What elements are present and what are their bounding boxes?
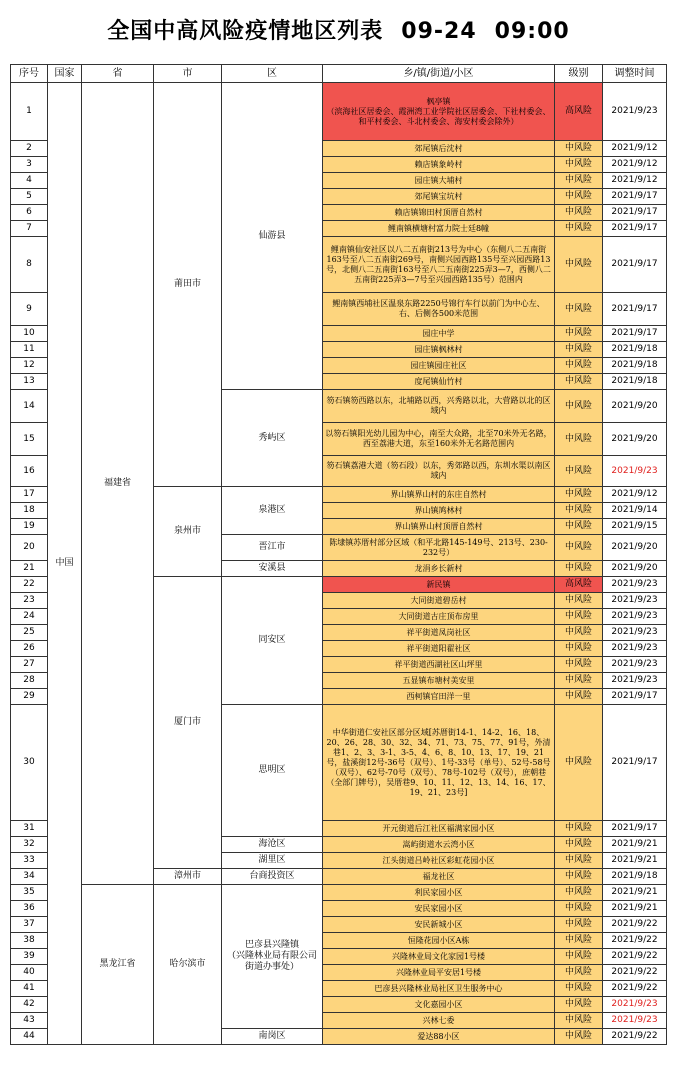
level-badge: 中风险 [555,342,603,358]
seq-cell: 7 [11,221,48,237]
seq-cell: 35 [11,885,48,901]
area-cell: 界山镇界山村顶厝自然村 [323,519,555,535]
area-cell: 鲤南镇横塘村富力院士廷8幢 [323,221,555,237]
seq-cell: 32 [11,837,48,853]
level-badge: 中风险 [555,625,603,641]
level-badge: 中风险 [555,1013,603,1029]
area-cell: 枫亭镇 （滨海社区居委会、霞洲湾工业学院社区居委会、下社村委会、和平村委会、斗北村委会、海安村委会除外） [323,83,555,141]
time-cell: 2021/9/12 [603,157,667,173]
area-cell: 界山镇鸠林村 [323,503,555,519]
title-date: 09-24 [401,19,477,44]
area-cell: 鲤南镇西埔社区温泉东路2250号锦行车行以前门为中心左、右、后侧各500米范围 [323,293,555,326]
area-cell: 祥平街道西湖社区山坪里 [323,657,555,673]
area-cell: 五显镇布塘村美安里 [323,673,555,689]
level-badge: 中风险 [555,561,603,577]
area-cell: 赖店镇象岭村 [323,157,555,173]
district-cell: 泉港区 [222,487,323,535]
district-cell: 安溪县 [222,561,323,577]
time-cell: 2021/9/21 [603,901,667,917]
area-cell: 西柯镇官田洋一里 [323,689,555,705]
level-badge: 中风险 [555,689,603,705]
seq-cell: 17 [11,487,48,503]
seq-cell: 12 [11,358,48,374]
district-cell: 南岗区 [222,1029,323,1045]
level-badge: 中风险 [555,173,603,189]
level-badge: 中风险 [555,157,603,173]
level-badge: 中风险 [555,221,603,237]
area-cell: 大同街道古庄顶布房里 [323,609,555,625]
seq-cell: 23 [11,593,48,609]
seq-cell: 2 [11,141,48,157]
time-cell: 2021/9/15 [603,519,667,535]
time-cell: 2021/9/23 [603,456,667,487]
time-cell: 2021/9/17 [603,326,667,342]
area-cell: 嵩屿街道水云湾小区 [323,837,555,853]
seq-cell: 24 [11,609,48,625]
province-cell: 黑龙江省 [82,885,154,1045]
seq-cell: 42 [11,997,48,1013]
district-cell: 湖里区 [222,853,323,869]
page-title [0,14,677,45]
time-cell: 2021/9/23 [603,609,667,625]
seq-cell: 18 [11,503,48,519]
time-cell: 2021/9/20 [603,390,667,423]
level-badge: 中风险 [555,503,603,519]
time-cell: 2021/9/12 [603,487,667,503]
time-cell: 2021/9/14 [603,503,667,519]
area-cell: 笏石镇笏西路以东，北埔路以西，兴秀路以北，大营路以北的区域内 [323,390,555,423]
time-cell: 2021/9/23 [603,1013,667,1029]
time-cell: 2021/9/17 [603,705,667,821]
seq-cell: 9 [11,293,48,326]
seq-cell: 21 [11,561,48,577]
level-badge: 中风险 [555,981,603,997]
time-cell: 2021/9/23 [603,593,667,609]
seq-cell: 41 [11,981,48,997]
level-badge: 中风险 [555,869,603,885]
header-district: 区 [222,65,323,83]
time-cell: 2021/9/23 [603,997,667,1013]
level-badge: 中风险 [555,609,603,625]
area-cell: 福龙社区 [323,869,555,885]
seq-cell: 37 [11,917,48,933]
area-cell: 以笏石镇阳光幼儿园为中心，南至大众路，北至70米外无名路，西至荔港大道，东至160米外无名路范围内 [323,423,555,456]
time-cell: 2021/9/20 [603,535,667,561]
time-cell: 2021/9/17 [603,189,667,205]
seq-cell: 31 [11,821,48,837]
district-cell: 仙游县 [222,83,323,390]
area-cell: 笏石镇荔港大道（笏石段）以东，秀郊路以西，东圳水渠以南区域内 [323,456,555,487]
level-badge: 中风险 [555,519,603,535]
level-badge: 中风险 [555,965,603,981]
city-cell: 厦门市 [154,577,222,869]
area-cell: 兴隆林业局平安居1号楼 [323,965,555,981]
country-cell: 中国 [48,83,82,1045]
level-badge: 中风险 [555,821,603,837]
area-cell: 爱达88小区 [323,1029,555,1045]
seq-cell: 4 [11,173,48,189]
seq-cell: 36 [11,901,48,917]
level-badge: 中风险 [555,390,603,423]
level-badge: 中风险 [555,641,603,657]
seq-cell: 28 [11,673,48,689]
area-cell: 郊尾镇宝坑村 [323,189,555,205]
area-cell: 园庄镇枫林村 [323,342,555,358]
province-cell: 福建省 [82,83,154,885]
time-cell: 2021/9/22 [603,949,667,965]
seq-cell: 30 [11,705,48,821]
seq-cell: 22 [11,577,48,593]
time-cell: 2021/9/23 [603,625,667,641]
level-badge: 中风险 [555,189,603,205]
area-cell: 利民家园小区 [323,885,555,901]
district-cell: 巴彦县兴隆镇 （兴隆林业局有限公司街道办事处） [222,885,323,1029]
district-cell: 晋江市 [222,535,323,561]
seq-cell: 14 [11,390,48,423]
time-cell: 2021/9/23 [603,641,667,657]
time-cell: 2021/9/17 [603,821,667,837]
level-badge: 中风险 [555,885,603,901]
level-badge: 中风险 [555,853,603,869]
seq-cell: 34 [11,869,48,885]
header-row [11,65,667,83]
area-cell: 郊尾镇后沈村 [323,141,555,157]
level-badge: 中风险 [555,705,603,821]
area-cell: 界山镇界山村的东庄自然村 [323,487,555,503]
risk-area-table [10,64,667,1045]
level-badge: 中风险 [555,535,603,561]
seq-cell: 10 [11,326,48,342]
time-cell: 2021/9/20 [603,423,667,456]
district-cell: 秀屿区 [222,390,323,487]
time-cell: 2021/9/12 [603,141,667,157]
title-main: 全国中高风险疫情地区列表 [107,19,384,44]
seq-cell: 15 [11,423,48,456]
time-cell: 2021/9/17 [603,205,667,221]
time-cell: 2021/9/21 [603,853,667,869]
time-cell: 2021/9/21 [603,837,667,853]
area-cell: 江头街道吕岭社区彩虹花园小区 [323,853,555,869]
level-badge: 中风险 [555,326,603,342]
district-cell: 同安区 [222,577,323,705]
seq-cell: 6 [11,205,48,221]
seq-cell: 11 [11,342,48,358]
area-cell: 开元街道后江社区福满家园小区 [323,821,555,837]
time-cell: 2021/9/22 [603,933,667,949]
time-cell: 2021/9/17 [603,293,667,326]
time-cell: 2021/9/21 [603,885,667,901]
level-badge: 中风险 [555,917,603,933]
area-cell: 安民新城小区 [323,917,555,933]
area-cell: 兴林七委 [323,1013,555,1029]
district-cell: 海沧区 [222,837,323,853]
level-badge: 中风险 [555,205,603,221]
level-badge: 高风险 [555,83,603,141]
level-badge: 中风险 [555,1029,603,1045]
time-cell: 2021/9/20 [603,561,667,577]
time-cell: 2021/9/23 [603,673,667,689]
seq-cell: 3 [11,157,48,173]
seq-cell: 27 [11,657,48,673]
level-badge: 中风险 [555,933,603,949]
city-cell: 莆田市 [154,83,222,487]
time-cell: 2021/9/18 [603,358,667,374]
time-cell: 2021/9/23 [603,83,667,141]
time-cell: 2021/9/18 [603,374,667,390]
title-time: 09:00 [494,19,570,44]
header-province: 省 [82,65,154,83]
level-badge: 中风险 [555,237,603,293]
seq-cell: 33 [11,853,48,869]
seq-cell: 29 [11,689,48,705]
area-cell: 大同街道碧岳村 [323,593,555,609]
city-cell: 漳州市 [154,869,222,885]
area-cell: 巴彦县兴隆林业局社区卫生服务中心 [323,981,555,997]
level-badge: 中风险 [555,657,603,673]
level-badge: 中风险 [555,358,603,374]
area-cell: 新民镇 [323,577,555,593]
seq-cell: 25 [11,625,48,641]
seq-cell: 40 [11,965,48,981]
header-time: 调整时间 [603,65,667,83]
area-cell: 陈埭镇苏厝村部分区域（和平北路145-149号、213号、230-232号） [323,535,555,561]
seq-cell: 19 [11,519,48,535]
header-country: 国家 [48,65,82,83]
seq-cell: 20 [11,535,48,561]
level-badge: 中风险 [555,593,603,609]
table-row [11,885,667,901]
seq-cell: 43 [11,1013,48,1029]
area-cell: 园庄镇大埔村 [323,173,555,189]
level-badge: 中风险 [555,901,603,917]
time-cell: 2021/9/17 [603,237,667,293]
time-cell: 2021/9/17 [603,689,667,705]
level-badge: 中风险 [555,673,603,689]
time-cell: 2021/9/22 [603,1029,667,1045]
level-badge: 中风险 [555,423,603,456]
area-cell: 龙涓乡长新村 [323,561,555,577]
time-cell: 2021/9/18 [603,342,667,358]
area-cell: 度尾镇仙竹村 [323,374,555,390]
level-badge: 高风险 [555,577,603,593]
header-seq: 序号 [11,65,48,83]
time-cell: 2021/9/17 [603,221,667,237]
area-cell: 园庄镇园庄社区 [323,358,555,374]
time-cell: 2021/9/23 [603,657,667,673]
seq-cell: 44 [11,1029,48,1045]
header-city: 市 [154,65,222,83]
level-badge: 中风险 [555,487,603,503]
area-cell: 恒隆花园小区A栋 [323,933,555,949]
seq-cell: 38 [11,933,48,949]
time-cell: 2021/9/12 [603,173,667,189]
seq-cell: 16 [11,456,48,487]
level-badge: 中风险 [555,293,603,326]
seq-cell: 8 [11,237,48,293]
seq-cell: 26 [11,641,48,657]
area-cell: 鲤南镇仙安社区以八二五南街213号为中心（东侧八二五南街163号至八二五南街269号，南侧兴园西路135号至兴园西路13号，北侧八二五南街163号至八二五南街225弄3—7，西侧八二五南街225弄3—7号至兴园西路135号）范围内 [323,237,555,293]
city-cell: 哈尔滨市 [154,885,222,1045]
area-cell: 安民家园小区 [323,901,555,917]
time-cell: 2021/9/22 [603,965,667,981]
area-cell: 兴隆林业局文化家园1号楼 [323,949,555,965]
seq-cell: 13 [11,374,48,390]
time-cell: 2021/9/22 [603,981,667,997]
district-cell: 台商投资区 [222,869,323,885]
time-cell: 2021/9/23 [603,577,667,593]
area-cell: 祥平街道阳翟社区 [323,641,555,657]
seq-cell: 5 [11,189,48,205]
header-level: 级别 [555,65,603,83]
seq-cell: 39 [11,949,48,965]
area-cell: 中华街道仁安社区部分区域[苏厝街14-1、14-2、16、18、20、26、28、30、32、34、71、73、75、77、91号，外清巷1、2、3、3-1、3-5、4、6、8、10、13、17、19、21号，盐溪街12号-36号（双号）、1号-33号（单号）、52号-58号（双号）、62号-70号（双号）、78号-102号（双号），庶朝巷（全部门牌号），吴厝巷9、10、11、12、13、14、16、17、19、21、23号] [323,705,555,821]
level-badge: 中风险 [555,141,603,157]
area-cell: 赖店镇锦田村顶厝自然村 [323,205,555,221]
level-badge: 中风险 [555,374,603,390]
time-cell: 2021/9/18 [603,869,667,885]
area-cell: 园庄中学 [323,326,555,342]
level-badge: 中风险 [555,456,603,487]
area-cell: 祥平街道凤岗社区 [323,625,555,641]
level-badge: 中风险 [555,837,603,853]
table-row [11,83,667,141]
header-area: 乡/镇/街道/小区 [323,65,555,83]
time-cell: 2021/9/22 [603,917,667,933]
level-badge: 中风险 [555,949,603,965]
city-cell: 泉州市 [154,487,222,577]
area-cell: 文化嘉园小区 [323,997,555,1013]
level-badge: 中风险 [555,997,603,1013]
seq-cell: 1 [11,83,48,141]
district-cell: 思明区 [222,705,323,837]
